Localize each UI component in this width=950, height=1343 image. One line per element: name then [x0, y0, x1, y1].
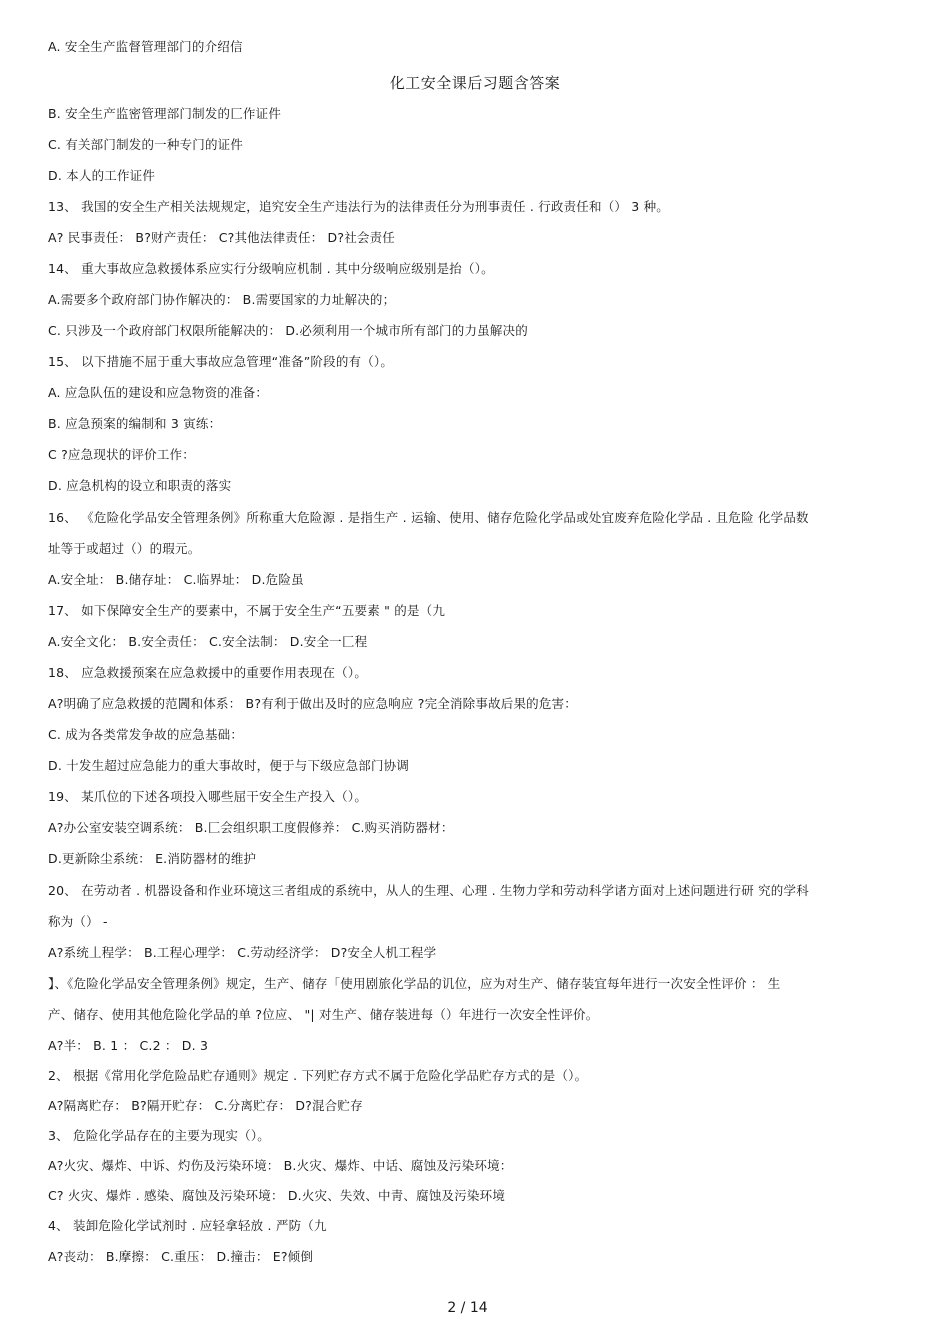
document-title: 化工安全课后习题含答案 — [389, 74, 561, 92]
text-line: A. 安全生产监督管理部门的介绍信 — [48, 39, 243, 54]
options-line: A?办公室安装空调系统： B.匚会组织职工度假修养： C.购买消防器材： — [48, 820, 454, 835]
page-number: 2 / 14 — [447, 1300, 488, 1316]
options-line: A. 应急队伍的建设和应急物资的准备： — [48, 385, 269, 400]
question-line: 产、储存、使用其他危险化学品的单 ?位应、 "| 对生产、储存装进每（）年进行一次安全性评价。 — [48, 1007, 599, 1022]
options-line: A.安全址： B.储存址： C.临界址： D.危险虽 — [48, 572, 304, 587]
options-line: A?半： B. 1 ： C.2 ： D. 3 — [48, 1038, 209, 1053]
question-line: 15、 以下措施不屈于重大事故应急管理“准备”阶段的有（）。 — [48, 354, 394, 369]
question-line: 称为（） - — [48, 914, 108, 929]
options-line: C. 成为各类常发争故的应急基础： — [48, 727, 244, 742]
options-line: A?系统丄程学： B.工程心理学： C.劳动经济学： D?安全人机工程学 — [48, 945, 437, 960]
question-line: 3、 危险化学品存在的主要为现实（）。 — [48, 1128, 270, 1143]
text-line: B. 安全生产监密管理部门制发的匚作证件 — [48, 106, 282, 121]
text-line: C. 有关部门制发的一种专门的证件 — [48, 137, 244, 152]
options-line: A?隔离贮存： B?隔开贮存： C.分离贮存： D?混合贮存 — [48, 1098, 363, 1113]
text-line: D. 本人的工作证件 — [48, 168, 156, 183]
options-line: D.更新除尘系统： E.消防器材的维护 — [48, 851, 257, 866]
question-line: 19、 某爪位的下述各项投入哪些屈干安全生产投入（）。 — [48, 789, 368, 804]
options-line: D. 应急机构的设立和职责的落实 — [48, 478, 232, 493]
options-line: C? 火灾、爆炸 . 感染、腐蚀及污染环境： D.火灾、失效、中靑、腐蚀及污染环境 — [48, 1188, 506, 1203]
options-line: A.安全文化： B.安全责任： C.安全法制： D.安全一匚程 — [48, 634, 368, 649]
options-line: A?丧动： B.摩擦： C.重压： D.撞击： E?倾倒 — [48, 1249, 314, 1264]
question-line: 13、 我国的安全生产相关法规规定，追究安全生产违法行为的法律责任分为刑事责任 . 行政责任和（） 3 种。 — [48, 199, 670, 214]
question-line: 16、 《危险化学品安全管理条例》所称重大危险源 . 是指生产 . 运输、使用、储存危险化学品或处宜废弃危险化学品 . 且危险 化学品数 — [48, 510, 809, 525]
question-line: 17、 如下保障安全生产的要素中，不属于安全生产“五要素 " 的是（九 — [48, 603, 446, 618]
options-line: D. 十发生超过应急能力的重大事故时，便于与下级应急部门协调 — [48, 758, 410, 773]
options-line: A.需要多个政府部门协作解决的： B.需要国家的力址解决的； — [48, 292, 396, 307]
options-line: C ?应急现状的评价工作： — [48, 447, 195, 462]
options-line: A? 民事责任： B?财产责任： C?其他法律责任： D?社会责任 — [48, 230, 396, 245]
options-line: A?明确了应急救援的范閪和体系： B?有利于做出及时的应急响应 ?完全消除事故后果的危害： — [48, 696, 577, 711]
question-line: 2、 根据《常用化学危险品贮存通则》规定 . 下列贮存方式不属于危险化学品贮存方式的是（）。 — [48, 1068, 588, 1083]
question-line: 20、 在劳动者 . 机器设备和作业环境这三者组成的系统中，从人的生理、心理 . 生物力学和劳动科学诸方面对上述问题进行研 究的学科 — [48, 883, 809, 898]
question-line: 4、 装卸危险化学试剂时 . 应轻拿轻放 . 严防（九 — [48, 1218, 327, 1233]
question-line: 14、 重大事故应急救援体系应实行分级响应机制 . 其中分级响应级别是抬（）。 — [48, 261, 494, 276]
options-line: A?火灾、爆炸、中诉、灼伤及污染环境： B.火灾、爆炸、中话、腐蚀及污染环境： — [48, 1158, 513, 1173]
question-line: 】、《危险化学品安全管理条例》规定，生产、储存「使用剧旅化学品的讥位，应为对生产、储存装宜每年进行一次安全性评价 ： 生 — [48, 976, 781, 991]
question-line: 18、 应急救援预案在应急救援中的重要作用表现在（）。 — [48, 665, 368, 680]
options-line: C. 只涉及一个政府部门权限所能解决的： D.必须利用一个城市所有部门的力虽解决的 — [48, 323, 528, 338]
options-line: B. 应急预案的编制和 3 寅练： — [48, 416, 222, 431]
question-line: 址等于或超过（）的瑕元。 — [48, 541, 201, 556]
